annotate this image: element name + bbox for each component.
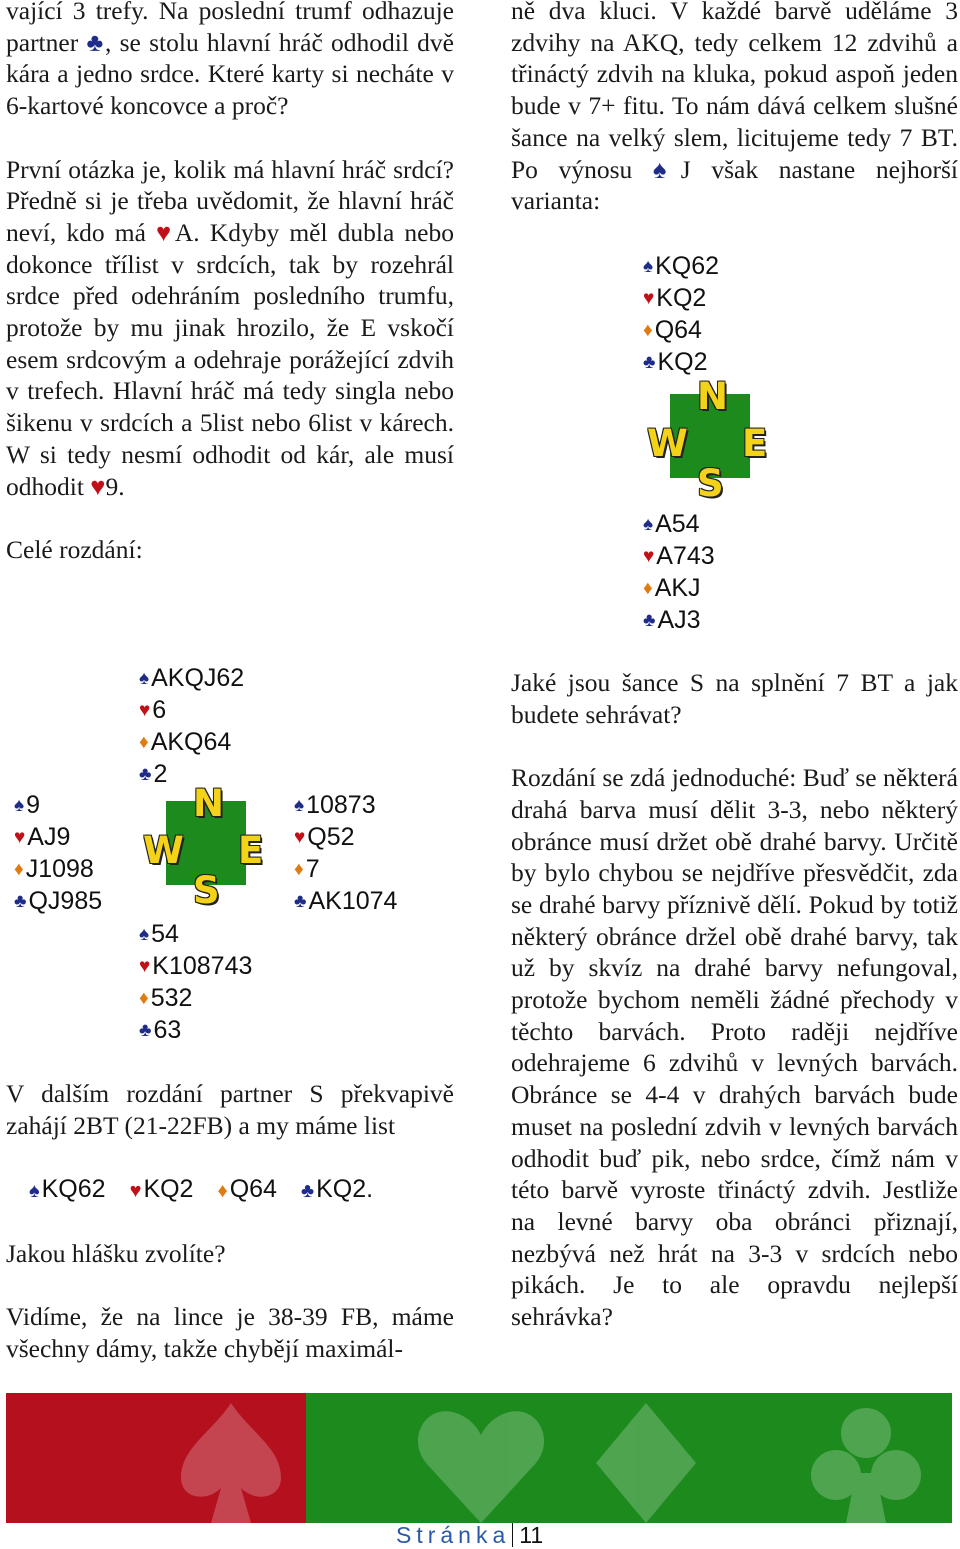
left-paragraph-2: První otázka je, kolik má hlavní hráč srdcí? Předně si je třeba uvědomit, že hlavní hráč neví, kdo má ♥A. Kdyby měl dubla nebo dokonce třílist v srdcích, tak by rozehrál srdce před odehráním posledního trumfu, protože by mu jinak hrozilo, že E vskočí esem srdcovým a odehraje porážející zdvih v trefech. Hlavní hráč má tedy singla nebo šikenu v srdcích a 5list nebo 6list v kárech. W si tedy nesmí odhodit od kár, ale musí odhodit ♥9. — [6, 154, 454, 501]
diamond-icon: ♦ — [217, 1180, 228, 1202]
diamond-icon: ♦ — [643, 578, 653, 599]
right-paragraph-3: Rozdání se zdá jednoduché: Buď se některá drahá barva musí dělit 3-3, nebo některý obránce musí držet obě drahé barvy. Určitě by bylo chybou se nejdříve přesvědčit, zda se drahé barvy příznivě dělí. Pokud by totiž některý obránce držel obě drahé barvy, tak už by skvíz na drahé barvy nefungoval, protože bychom neměli žádné přechody v těchto barvách. Proto raději nejdříve odehrajeme 6 zdvihů v levných barvách. Obránce se 4-4 v drahých barvách bude muset na poslední zdvih v levných barvách odhodit buď pik, nebo srdce, čímž nám v této barvě vyroste třináctý zdvih. Jestliže na levné barvy oba obránci přiznají, nezbývá než hrát na 3-3 v srdcích nebo pikách. Je to ale opravdu nejlepší sehrávka? — [511, 763, 958, 1332]
north-hand: ♠KQ62 ♥KQ2 ♦Q64 ♣KQ2 — [643, 252, 720, 376]
heart-icon: ♥ — [139, 956, 151, 977]
left-lower-text — [6, 1078, 454, 1141]
heart-watermark-icon — [418, 1411, 544, 1523]
spade-icon: ♠ — [139, 668, 150, 689]
diamond-icon: ♦ — [294, 859, 304, 880]
diamond-icon: ♦ — [139, 988, 149, 1009]
diamond-watermark-icon — [596, 1403, 696, 1523]
right-column — [511, 0, 958, 217]
holding-line: ♠KQ62 ♥KQ2 ♦Q64 ♣KQ2. — [29, 1175, 374, 1203]
diamond-icon: ♦ — [643, 320, 653, 341]
footer-divider — [512, 1523, 513, 1547]
diamond-icon: ♦ — [139, 732, 149, 753]
club-icon: ♣ — [139, 1020, 152, 1041]
heart-icon: ♥ — [294, 827, 306, 848]
left-paragraph-6: Vidíme, že na lince je 38-39 FB, máme všechny dámy, takže chybějí maximál- — [6, 1302, 454, 1364]
spade-icon: ♠ — [643, 256, 654, 277]
hearts-suit-icon: ♥ — [90, 471, 106, 501]
club-icon: ♣ — [643, 352, 656, 373]
compass-west-label: W — [143, 829, 184, 872]
compass-east-label: E — [238, 829, 264, 872]
club-icon: ♣ — [294, 891, 307, 912]
compass-north-label: N — [193, 782, 224, 825]
west-hand: ♠9 ♥AJ9 ♦J1098 ♣QJ985 — [14, 791, 103, 915]
page-footer — [396, 1522, 543, 1549]
club-icon: ♣ — [14, 891, 27, 912]
compass-north-label: N — [697, 375, 728, 418]
spade-watermark-icon — [181, 1403, 281, 1523]
spade-icon: ♠ — [14, 795, 25, 816]
clubs-suit-icon: ♣ — [86, 27, 106, 57]
club-icon: ♣ — [300, 1180, 315, 1202]
left-column — [6, 0, 454, 566]
east-hand: ♠10873 ♥Q52 ♦7 ♣AK1074 — [294, 791, 398, 915]
page-number: 11 — [519, 1522, 544, 1548]
compass-south-label: S — [697, 462, 724, 505]
right-paragraph-2: Jaké jsou šance S na splnění 7 BT a jak budete sehrávat? — [511, 668, 958, 729]
heart-icon: ♥ — [129, 1180, 142, 1202]
south-hand: ♠54 ♥K108743 ♦532 ♣63 — [139, 920, 253, 1044]
spade-icon: ♠ — [643, 514, 654, 535]
heart-icon: ♥ — [643, 288, 655, 309]
left-paragraph-1: vající 3 trefy. Na poslední trumf odhazuje partner ♣, se stolu hlavní hráč odhodil dvě kára a jedno srdce. Které karty si necháte v 6-kartové koncovce a proč? — [6, 0, 454, 121]
diamond-icon: ♦ — [14, 859, 24, 880]
hearts-suit-icon: ♥ — [156, 217, 175, 247]
spade-icon: ♠ — [29, 1180, 40, 1202]
compass-west-label: W — [647, 422, 688, 465]
spade-icon: ♠ — [139, 924, 150, 945]
left-bottom-text — [6, 1238, 454, 1365]
north-hand: ♠AKQJ62 ♥6 ♦AKQ64 ♣2 — [139, 664, 245, 788]
spade-suit-icon: ♠ — [652, 154, 681, 184]
right-paragraph-1: ně dva kluci. V každé barvě uděláme 3 zdvihy na AKQ, tedy celkem 12 zdvihů a třináctý zdvih na kluka, pokud aspoň jeden bude v 7+ fitu. To nám dává celkem slušné šance na velký slem, licitujeme tedy 7 BT. Po výnosu ♠J však nastane nejhorší varianta: — [511, 0, 958, 216]
club-watermark-icon — [811, 1408, 921, 1523]
south-hand: ♠A54 ♥A743 ♦AKJ ♣AJ3 — [643, 510, 715, 634]
compass-east-label: E — [742, 422, 768, 465]
left-paragraph-3: Celé rozdání: — [6, 534, 143, 564]
suit-watermark-icons — [6, 1393, 952, 1523]
right-lower-text — [511, 667, 958, 1333]
compass-south-label: S — [193, 869, 220, 912]
spade-icon: ♠ — [294, 795, 305, 816]
left-paragraph-5: Jakou hlášku zvolíte? — [6, 1239, 226, 1268]
heart-icon: ♥ — [643, 546, 655, 567]
heart-icon: ♥ — [139, 700, 151, 721]
page-label: Stránka — [396, 1522, 511, 1548]
footer-decoration-band — [6, 1393, 952, 1523]
left-paragraph-4: V dalším rozdání partner S překvapivě zahájí 2BT (21-22FB) a my máme list — [6, 1079, 454, 1140]
club-icon: ♣ — [139, 764, 152, 785]
heart-icon: ♥ — [14, 827, 26, 848]
club-icon: ♣ — [643, 610, 656, 631]
